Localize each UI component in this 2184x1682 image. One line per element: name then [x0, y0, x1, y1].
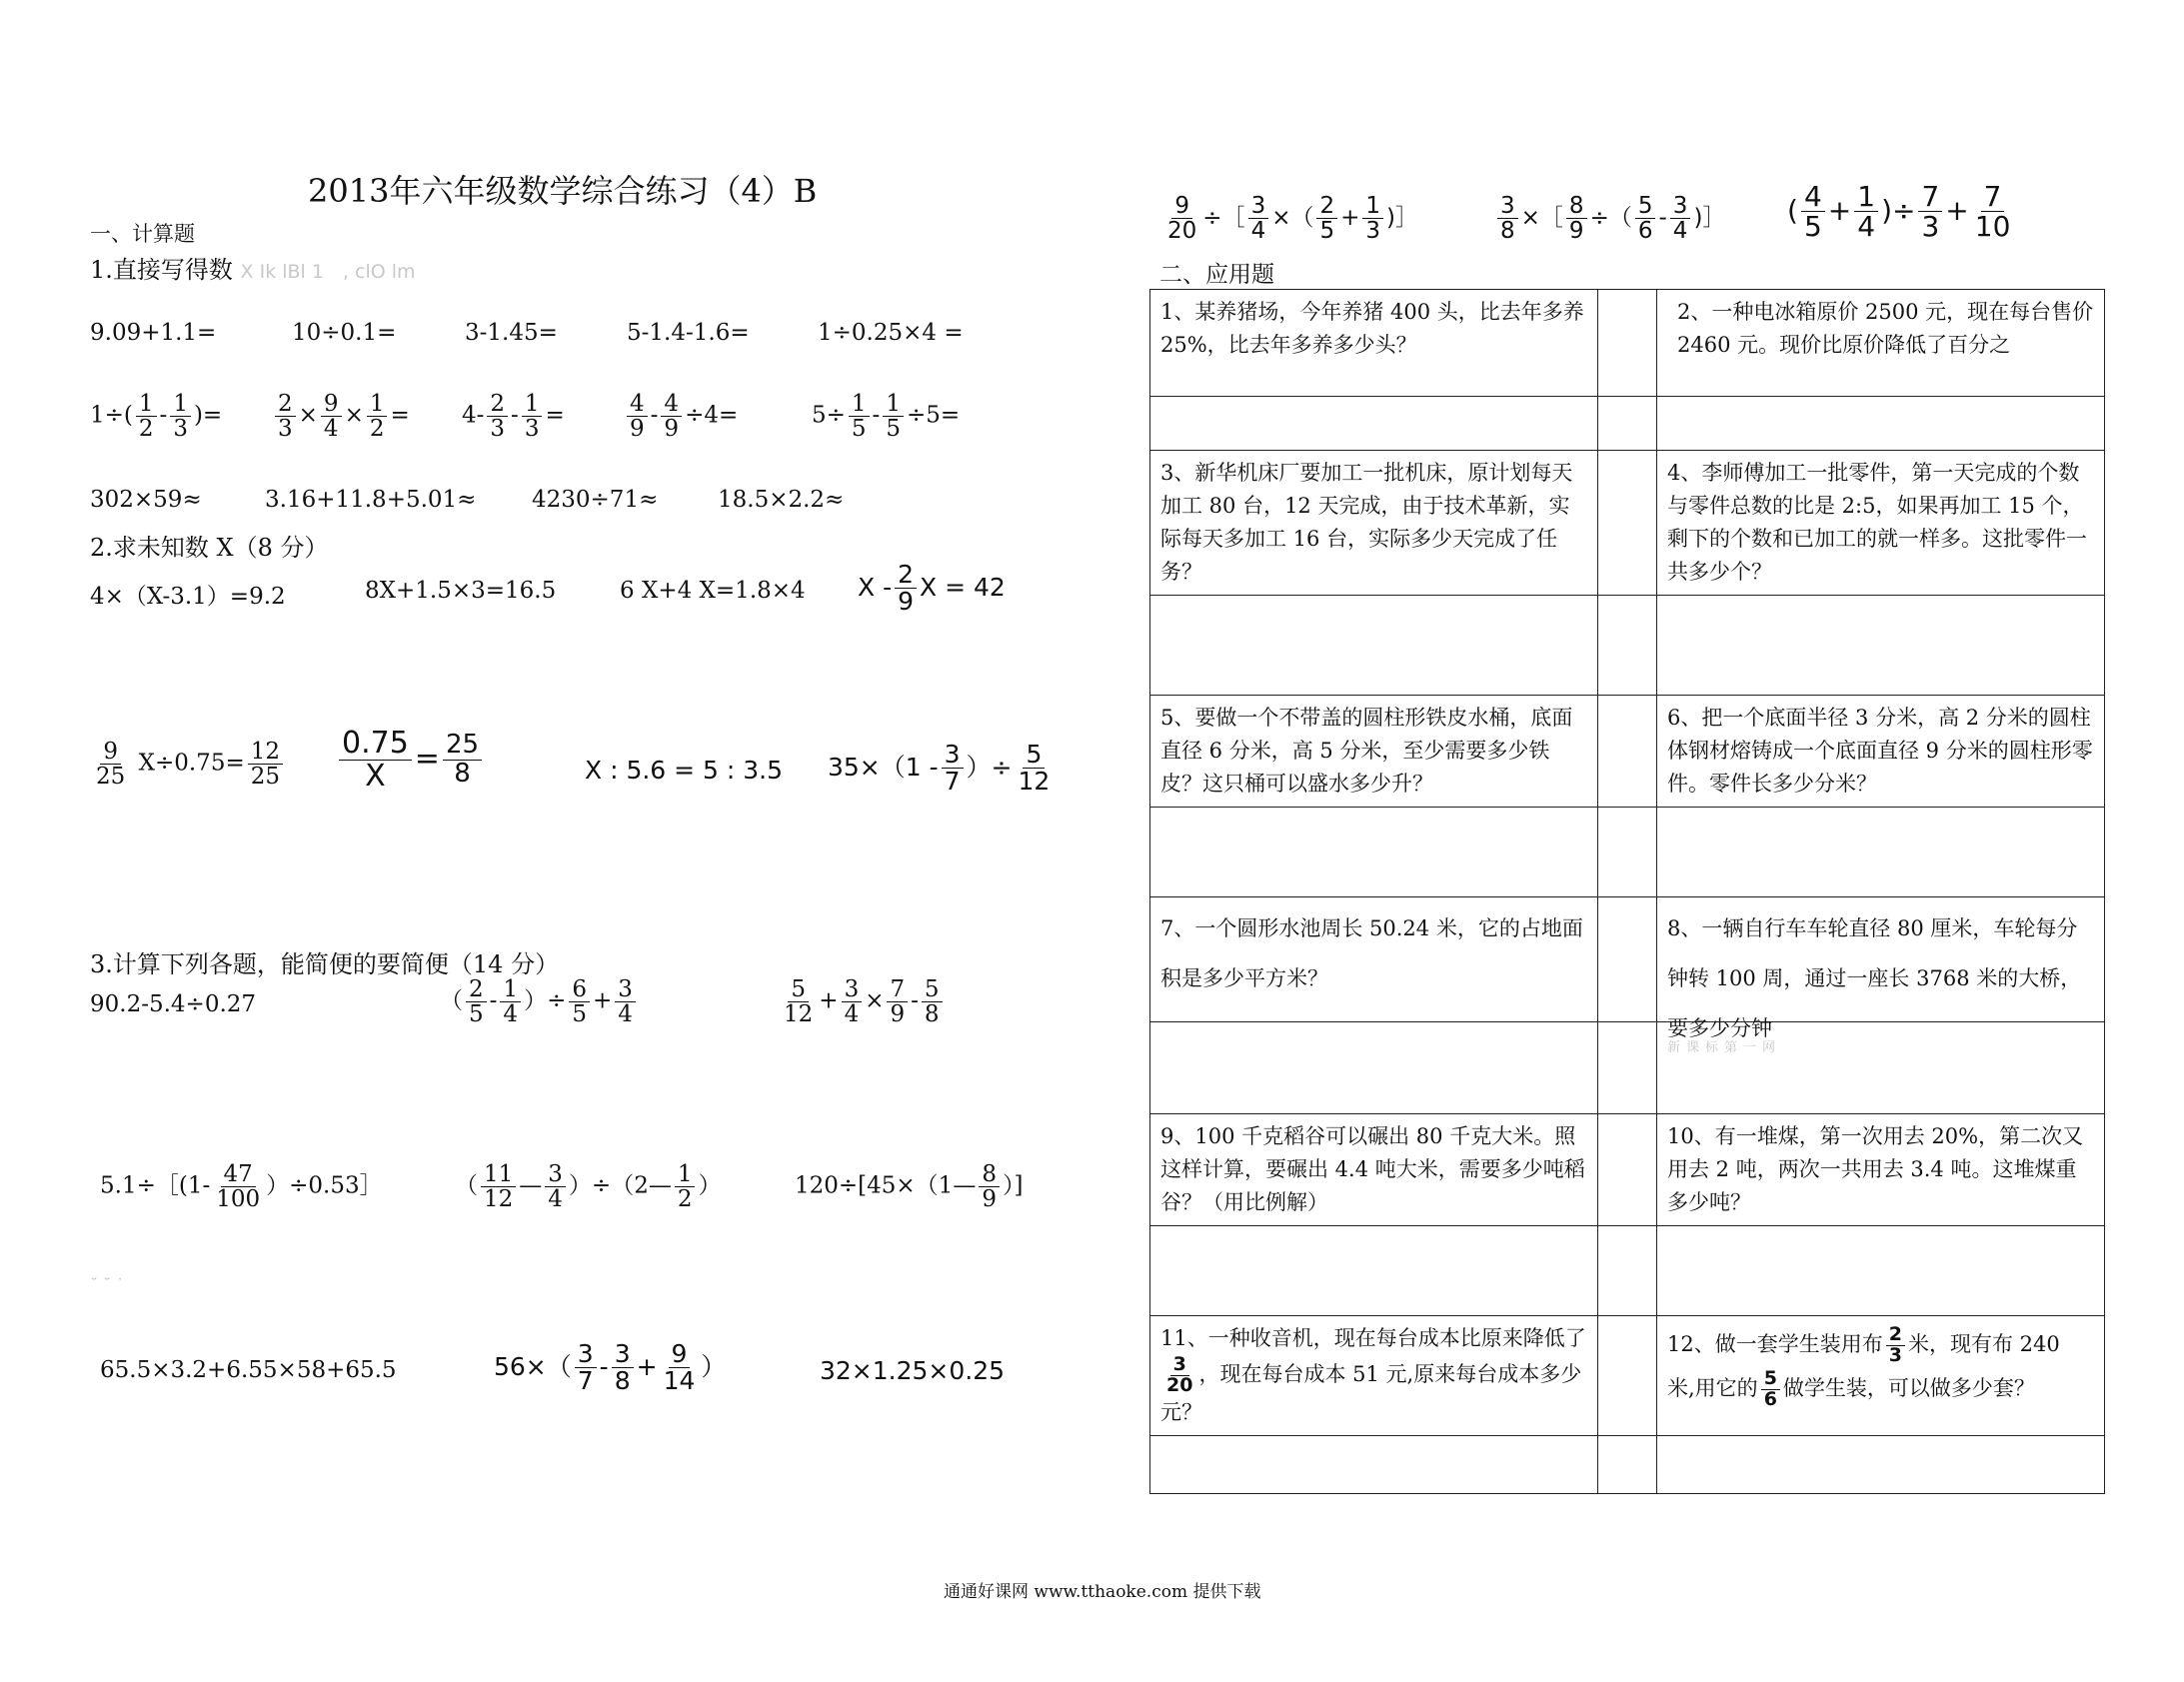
answer-area — [1657, 1435, 2105, 1493]
p3-b: （ $\frac{2}{5}$ - $\frac{1}{4}$ ）÷ $\frac{6}{5}$ + $\frac{3}{4}$ — [440, 977, 639, 1026]
p2-r2-b: $\frac{0.75}{X}$ = $\frac{25}{8}$ — [336, 728, 485, 792]
problem-4: 4、李师傅加工一批零件，第一天完成的个数与零件总数的比是 2:5，如果再加工 15 个，剩下的个数和已加工的就一样多。这批零件一共多少个？ — [1657, 451, 2105, 596]
watermark-text: 新课标第一网 — [1667, 1040, 1782, 1055]
spacer-cell — [1598, 1226, 1657, 1316]
spacer-cell — [1598, 596, 1657, 696]
part1-label-text: 1.直接写得数 — [90, 256, 233, 284]
p3-a: 90.2-5.4÷0.27 — [90, 991, 257, 1017]
p1-r1-a: 9.09+1.1= — [90, 320, 217, 346]
p3-f: 120÷[45×（1— $\frac{8}{9}$ ）] — [795, 1161, 1024, 1213]
p3-h: 56×（ $\frac{3}{7}$ - $\frac{3}{8}$ + $\frac{9}{14}$ ） — [494, 1339, 727, 1396]
spacer-cell — [1598, 451, 1657, 596]
answer-area — [1657, 397, 2105, 451]
p1-r1-d: 5-1.4-1.6= — [627, 320, 750, 346]
problem-2: 2、一种电冰箱原价 2500 元，现在每台售价 2460 元。现价比原价降低了百分之 — [1657, 290, 2105, 397]
part3-label: 3.计算下列各题，能简便的要简便（14 分） — [90, 950, 560, 978]
p3-d: 5.1÷［(1- $\frac{47}{100}$ ）÷0.53］ — [100, 1161, 383, 1213]
spacer-cell — [1598, 290, 1657, 397]
problem-11: 11、一种收音机，现在每台成本比原来降低了 $\frac{3}{20}$ ，现在每台成本 51 元,原来每台成本多少元？ — [1150, 1316, 1598, 1436]
p2-r1-c: 6 X+4 X=1.8×4 — [620, 578, 806, 604]
spacer-cell — [1598, 808, 1657, 897]
spacer-cell — [1598, 1316, 1657, 1436]
problem-12: 12、做一套学生装用布 $\frac{2}{3}$ 米，现有布 240 米,用它的 $\frac{5}{6}$ 做学生装，可以做多少套？ — [1657, 1316, 2105, 1436]
answer-area — [1150, 1435, 1598, 1493]
problem-1: 1、某养猪场，今年养猪 400 头，比去年多养 25%，比去年多养多少头？ — [1150, 290, 1598, 397]
problem-5: 5、要做一个不带盖的圆柱形铁皮水桶，底面直径 6 分米，高 5 分米，至少需要多少铁皮？这只桶可以盛水多少升？ — [1150, 696, 1598, 808]
spacer-cell — [1598, 1435, 1657, 1493]
problem-7 — [1150, 897, 1598, 1022]
answer-area — [1657, 808, 2105, 897]
page-title: 2013年六年级数学综合练习（4）B — [308, 172, 818, 210]
p1-r2-a: 1÷( $\frac{1}{2}$ - $\frac{1}{3}$ )= — [90, 391, 223, 443]
problem-6: 6、把一个底面半径 3 分米，高 2 分米的圆柱体钢材熔铸成一个底面直径 9 分米的圆柱形零件。零件长多少分米？ — [1657, 696, 2105, 808]
p2-r1-a: 4×（X-3.1）=9.2 — [90, 584, 286, 610]
part2-label: 2.求未知数 X（8 分） — [90, 534, 329, 562]
answer-area — [1150, 808, 1598, 897]
problem-8 — [1657, 897, 2105, 1040]
p1-r1-c: 3-1.45= — [465, 320, 558, 346]
problem-7-text: 7、一个圆形水池周长 50.24 米，它的占地面积是多少平方米？ — [1160, 916, 1583, 990]
problem-3: 3、新华机床厂要加工一批机床，原计划每天加工 80 台，12 天完成，由于技术革新，实际每天多加工 16 台，实际多少天完成了任务？ — [1150, 451, 1598, 596]
part1-label — [90, 250, 416, 285]
p2-r2-d: 35×（1 - $\frac{3}{7}$ ）÷ $\frac{5}{12}$ — [828, 740, 1051, 797]
p1-r2-c: 4- $\frac{2}{3}$ - $\frac{1}{3}$ = — [462, 391, 565, 443]
p3-i: 32×1.25×0.25 — [820, 1356, 1006, 1385]
p1-r1-b: 10÷0.1= — [292, 320, 397, 346]
spacer-cell — [1598, 696, 1657, 808]
p3-g: 65.5×3.2+6.55×58+65.5 — [100, 1357, 397, 1383]
p1-r3-a: 302×59≈ — [90, 487, 202, 513]
footer-credit: 通通好课网 www.tthaoke.com 提供下载 — [944, 1582, 1261, 1602]
answer-area — [1657, 1022, 2105, 1114]
answer-area — [1657, 596, 2105, 696]
p3-e: （ $\frac{11}{12}$ — $\frac{3}{4}$ ）÷（2— $\frac{1}{2}$ ） — [455, 1161, 722, 1213]
answer-area — [1150, 596, 1598, 696]
section1-label: 一、计算题 — [90, 222, 195, 246]
problems-table — [1149, 289, 2105, 1494]
tr-expr-1: $\frac{9}{20}$ ÷［ $\frac{3}{4}$ ×（ $\frac{2}{5}$ + $\frac{1}{3}$ )］ — [1167, 193, 1419, 245]
part1-noise: X Ik lBl 1 , clO lm — [240, 261, 416, 283]
p2-r2-c: X : 5.6 = 5 : 3.5 — [585, 756, 784, 785]
section2-label: 二、应用题 — [1159, 262, 1274, 288]
spacer-cell — [1598, 1114, 1657, 1226]
spacer-cell — [1598, 897, 1657, 1022]
noise-marks: ˘ ˘ ˙ — [90, 1275, 125, 1294]
p1-r2-d: $\frac{4}{9}$ - $\frac{4}{9}$ ÷4= — [624, 392, 738, 441]
answer-area — [1150, 1022, 1598, 1114]
answer-area — [1657, 1226, 2105, 1316]
p1-r3-c: 4230÷71≈ — [532, 487, 659, 513]
problem-8-text: 8、一辆自行车车轮直径 80 厘米，车轮每分钟转 100 周，通过一座长 3768 米的大桥，要多少分钟 — [1667, 916, 2082, 1040]
problem-10: 10、有一堆煤，第一次用去 20%，第二次又用去 2 吨，两次一共用去 3.4 吨。这堆煤重多少吨？ — [1657, 1114, 2105, 1226]
p1-r2-b: $\frac{2}{3}$ × $\frac{9}{4}$ × $\frac{1}{2}$ = — [272, 392, 410, 441]
p1-r1-e: 1÷0.25×4 = — [818, 320, 964, 346]
tr-expr-2: $\frac{3}{8}$ ×［ $\frac{8}{9}$ ÷（ $\frac{5}{6}$ - $\frac{3}{4}$ )］ — [1494, 194, 1725, 243]
answer-area — [1150, 397, 1598, 451]
tr-expr-3: ( $\frac{4}{5}$ + $\frac{1}{4}$ )÷ $\frac{7}{3}$ + $\frac{7}{10}$ — [1787, 180, 2011, 244]
p1-r3-b: 3.16+11.8+5.01≈ — [265, 487, 477, 513]
problem-9: 9、100 千克稻谷可以碾出 80 千克大米。照这样计算，要碾出 4.4 吨大米，需要多少吨稻谷？（用比例解） — [1150, 1114, 1598, 1226]
p2-r1-d: X - $\frac{2}{9}$ X = 42 — [858, 560, 1006, 617]
answer-area — [1150, 1226, 1598, 1316]
spacer-cell — [1598, 397, 1657, 451]
p1-r2-e: 5÷ $\frac{1}{5}$ - $\frac{1}{5}$ ÷5= — [812, 391, 961, 443]
p2-r2-a: $\frac{9}{25}$ X÷0.75= $\frac{12}{25}$ — [90, 740, 286, 789]
p3-c: $\frac{5}{12}$ + $\frac{3}{4}$ × $\frac{7}{9}$ - $\frac{5}{8}$ — [778, 977, 946, 1026]
p2-r1-b: 8X+1.5×3=16.5 — [365, 578, 557, 604]
spacer-cell — [1598, 1022, 1657, 1114]
p1-r3-d: 18.5×2.2≈ — [718, 487, 845, 513]
